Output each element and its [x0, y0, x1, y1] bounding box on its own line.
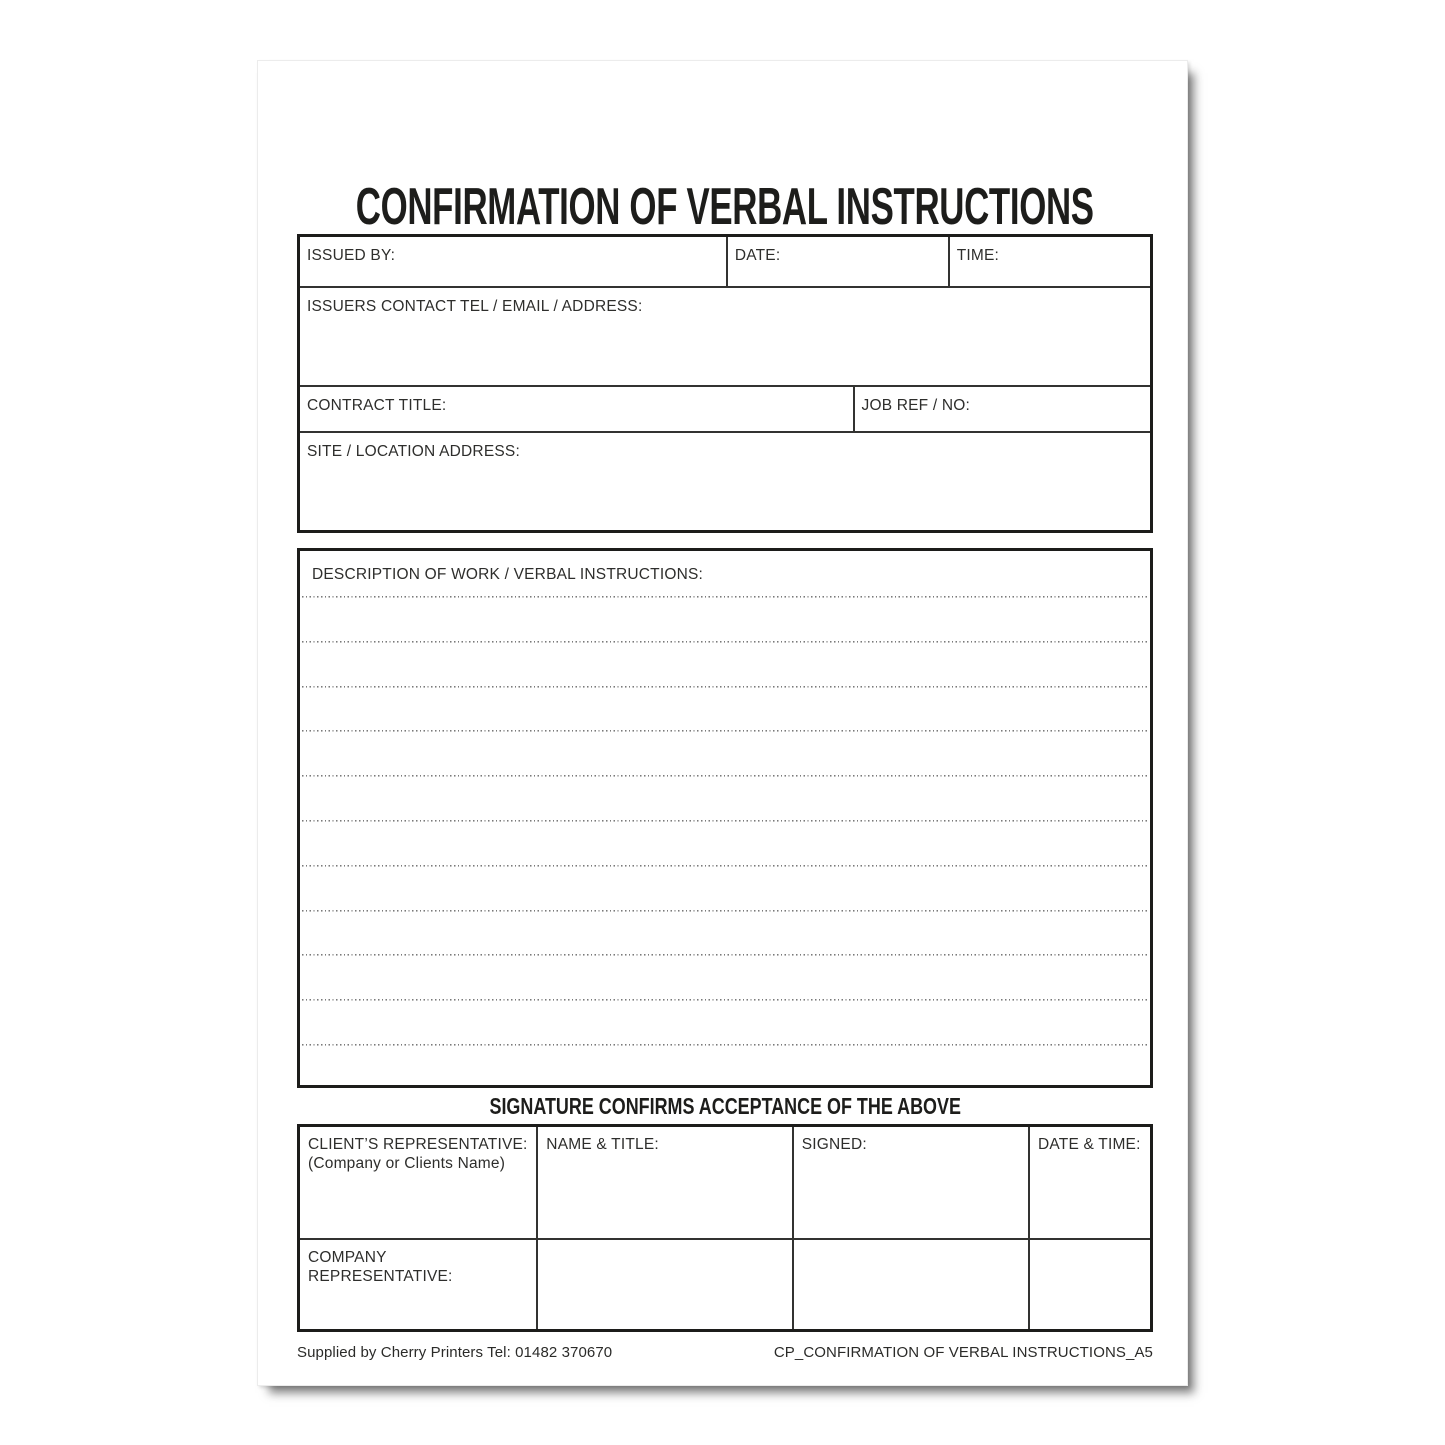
- site-location-label: SITE / LOCATION ADDRESS:: [307, 443, 520, 461]
- contract-title-label: CONTRACT TITLE:: [307, 396, 447, 414]
- description-box: [297, 548, 1153, 1088]
- company-representative-cell: [300, 1240, 536, 1329]
- signature-heading-text: SIGNATURE CONFIRMS ACCEPTANCE OF THE ABOVE: [489, 1092, 961, 1119]
- time-label: TIME:: [956, 247, 1000, 264]
- name-title-label: NAME & TITLE:: [546, 1136, 659, 1153]
- client-representative-label: CLIENT’S REPRESENTATIVE:: [308, 1136, 528, 1153]
- client-representative-sublabel: (Company or Clients Name): [308, 1155, 506, 1173]
- job-ref-label: JOB REF / NO:: [861, 396, 971, 414]
- dotted-rule-line: [302, 730, 1148, 732]
- footer-reference-text: CP_CONFIRMATION OF VERBAL INSTRUCTIONS_A5: [773, 1343, 1153, 1361]
- signature-heading: [297, 1093, 1153, 1119]
- dotted-rule-line: [302, 641, 1148, 643]
- issuers-contact-label: ISSUERS CONTACT TEL / EMAIL / ADDRESS:: [307, 298, 643, 316]
- footer-supplier-text: Supplied by Cherry Printers Tel: 01482 370670: [297, 1343, 613, 1361]
- dotted-rule-line: [302, 775, 1148, 777]
- signature-table: [297, 1124, 1153, 1332]
- contract-title-cell: [300, 387, 853, 431]
- form-page: [257, 60, 1188, 1386]
- page-title: [297, 179, 1153, 235]
- date-time-header-cell: [1028, 1127, 1150, 1238]
- signature-header-row: [300, 1127, 1150, 1238]
- company-representative-row: [300, 1238, 1150, 1329]
- dotted-rule-line: [302, 820, 1148, 822]
- issued-by-cell: [300, 237, 726, 286]
- page-footer: [297, 1342, 1153, 1362]
- dotted-rule-line: [302, 954, 1148, 956]
- job-ref-cell: [853, 387, 1151, 431]
- info-table: [297, 234, 1153, 533]
- dotted-rule-line: [302, 999, 1148, 1001]
- dotted-rule-line: [302, 686, 1148, 688]
- date-label: DATE:: [734, 247, 781, 264]
- time-cell: [948, 237, 1150, 286]
- info-row-contact: [300, 286, 1150, 385]
- company-signed-blank-cell: [792, 1240, 1028, 1329]
- signed-header-cell: [792, 1127, 1028, 1238]
- dotted-rule-line: [302, 1044, 1148, 1046]
- dotted-rule-line: [302, 865, 1148, 867]
- name-title-header-cell: [536, 1127, 791, 1238]
- company-representative-label: COMPANY REPRESENTATIVE:: [308, 1249, 453, 1286]
- site-location-cell: [300, 433, 1150, 530]
- dotted-rule-line: [302, 910, 1148, 912]
- client-representative-cell: [300, 1127, 536, 1238]
- info-row-issued: [300, 237, 1150, 286]
- signed-label: SIGNED:: [801, 1136, 867, 1153]
- info-row-contract: [300, 385, 1150, 431]
- description-label: DESCRIPTION OF WORK / VERBAL INSTRUCTIONS:: [312, 566, 704, 583]
- issued-by-label: ISSUED BY:: [307, 247, 396, 264]
- page-title-text: CONFIRMATION OF VERBAL INSTRUCTIONS: [356, 178, 1094, 236]
- company-name-title-blank-cell: [536, 1240, 791, 1329]
- date-cell: [726, 237, 948, 286]
- issuers-contact-cell: [300, 288, 1150, 385]
- info-row-site: [300, 431, 1150, 530]
- date-time-label: DATE & TIME:: [1038, 1136, 1141, 1153]
- dotted-rule-line: [302, 596, 1148, 598]
- company-date-time-blank-cell: [1028, 1240, 1150, 1329]
